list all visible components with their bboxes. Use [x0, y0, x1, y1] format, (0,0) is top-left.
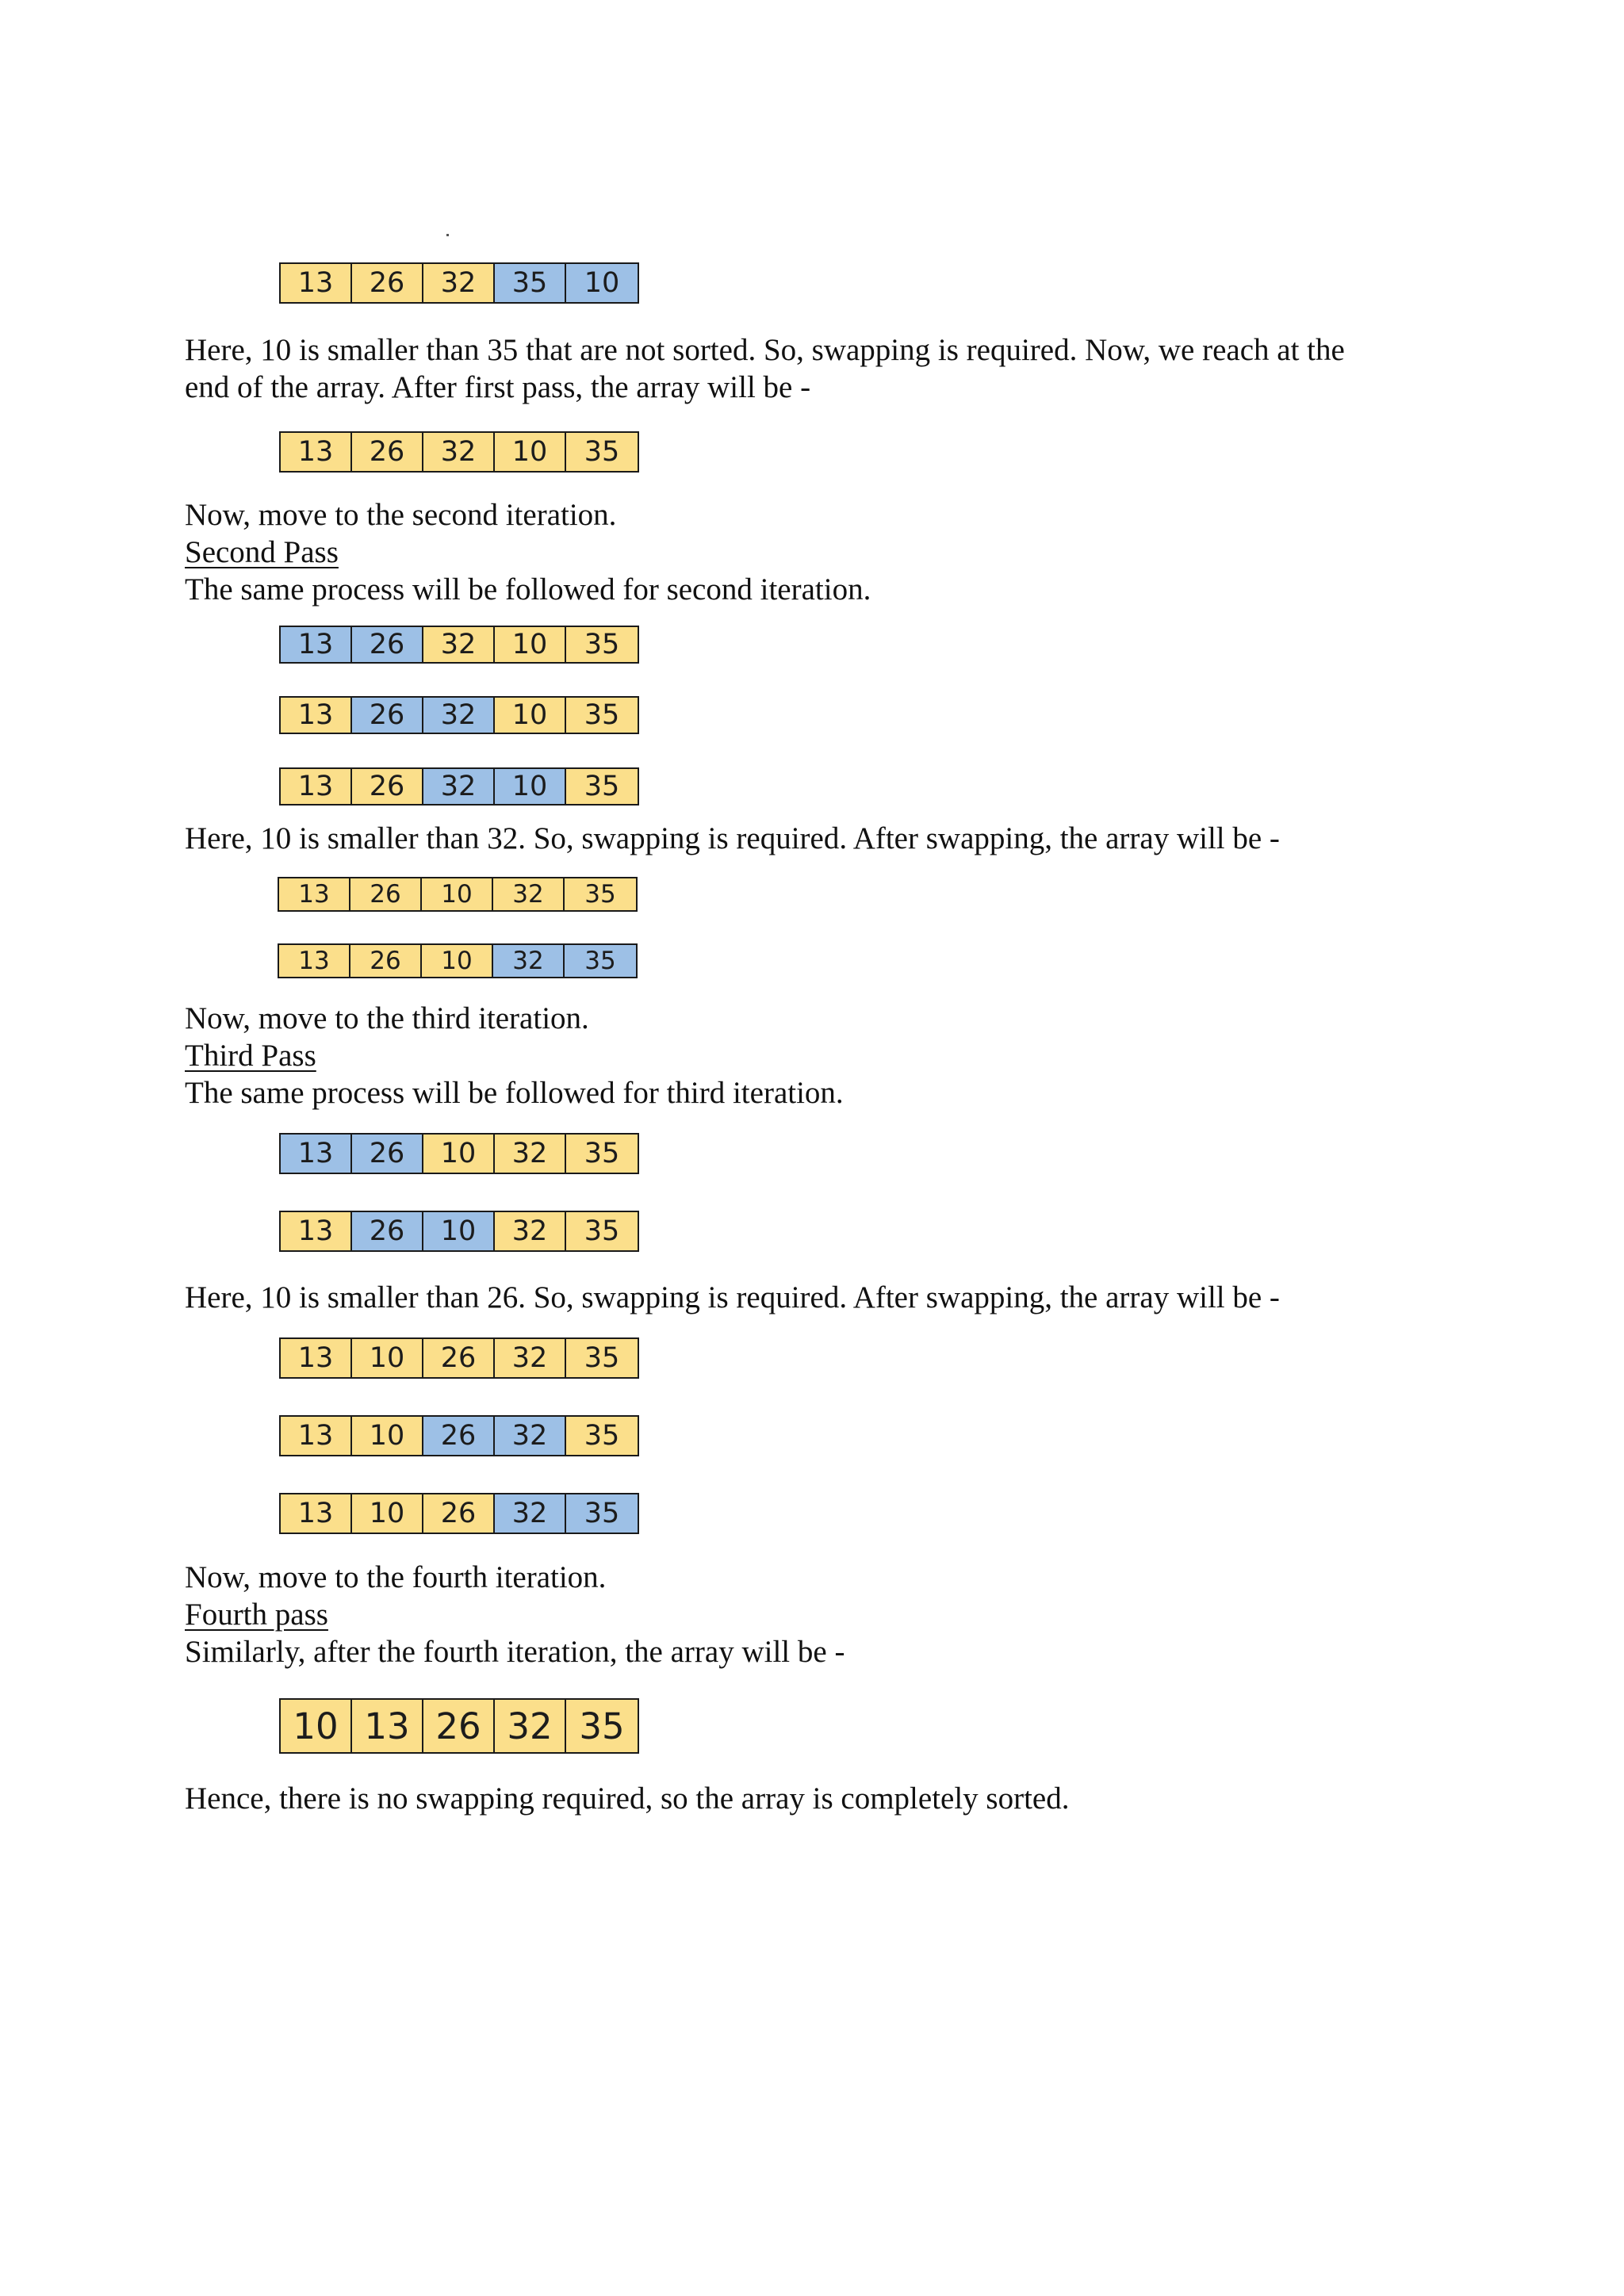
array-cell: 26 — [352, 433, 423, 471]
paragraph-line: Now, move to the fourth iteration. — [185, 1560, 607, 1594]
array-cell: 13 — [281, 1339, 352, 1377]
array-cell: 26 — [352, 1212, 423, 1250]
array-cell: 32 — [493, 945, 565, 977]
paragraph-line: Here, 10 is smaller than 35 that are not sorted. So, swapping is required. Now, we reach at the — [185, 333, 1345, 367]
array-cell: 13 — [281, 627, 352, 662]
array-cell: 32 — [423, 433, 495, 471]
array-cell: 13 — [281, 1494, 352, 1533]
section-heading: Fourth pass — [185, 1598, 328, 1632]
array-cell: 26 — [423, 1339, 495, 1377]
paragraph-line: Hence, there is no swapping required, so the array is completely sorted. — [185, 1781, 1070, 1816]
array-cell: 35 — [566, 698, 638, 733]
array-cell: 35 — [566, 1212, 638, 1250]
array-diagram — [279, 1211, 639, 1252]
array-cell: 32 — [495, 1494, 566, 1533]
array-cell: 13 — [281, 264, 352, 302]
paragraph-line: Here, 10 is smaller than 26. So, swapping is required. After swapping, the array will be - — [185, 1280, 1280, 1314]
section-heading: Second Pass — [185, 535, 339, 569]
array-cell: 32 — [423, 698, 495, 733]
array-cell: 10 — [423, 1135, 495, 1173]
array-diagram — [279, 1133, 639, 1174]
array-cell: 13 — [279, 945, 350, 977]
paragraph-line: Here, 10 is smaller than 32. So, swapping is required. After swapping, the array will be - — [185, 821, 1280, 855]
array-diagram — [279, 262, 639, 304]
array-diagram — [279, 1493, 639, 1534]
array-cell: 26 — [423, 1494, 495, 1533]
array-cell: 10 — [495, 433, 566, 471]
array-cell: 32 — [423, 769, 495, 804]
array-cell: 35 — [566, 1135, 638, 1173]
array-cell: 10 — [422, 878, 493, 910]
array-diagram — [278, 877, 638, 912]
array-cell: 10 — [566, 264, 638, 302]
array-diagram — [279, 626, 639, 664]
array-cell: 26 — [352, 698, 423, 733]
paragraph-line: Now, move to the third iteration. — [185, 1001, 589, 1035]
paragraph-line: end of the array. After first pass, the array will be - — [185, 370, 811, 404]
array-cell: 26 — [350, 945, 422, 977]
array-cell: 13 — [352, 1700, 423, 1752]
array-cell: 35 — [565, 878, 636, 910]
array-cell: 35 — [566, 433, 638, 471]
array-cell: 26 — [423, 1417, 495, 1455]
array-cell: 32 — [495, 1417, 566, 1455]
array-cell: 10 — [352, 1417, 423, 1455]
array-diagram — [279, 1698, 639, 1754]
array-cell: 26 — [352, 769, 423, 804]
array-cell: 13 — [281, 433, 352, 471]
array-cell: 10 — [495, 769, 566, 804]
array-cell: 26 — [350, 878, 422, 910]
array-cell: 35 — [566, 1700, 638, 1752]
array-cell: 13 — [281, 1135, 352, 1173]
array-cell: 35 — [566, 627, 638, 662]
array-diagram — [279, 1415, 639, 1456]
array-cell: 13 — [281, 1212, 352, 1250]
array-cell: 13 — [279, 878, 350, 910]
array-cell: 32 — [495, 1700, 566, 1752]
array-cell: 26 — [423, 1700, 495, 1752]
section-heading: Third Pass — [185, 1039, 316, 1073]
array-cell: 10 — [495, 627, 566, 662]
array-cell: 10 — [423, 1212, 495, 1250]
array-cell: 32 — [495, 1212, 566, 1250]
array-diagram — [279, 431, 639, 473]
array-cell: 10 — [352, 1494, 423, 1533]
array-cell: 32 — [495, 1135, 566, 1173]
array-cell: 10 — [495, 698, 566, 733]
array-cell: 26 — [352, 264, 423, 302]
array-diagram — [278, 943, 638, 978]
array-cell: 10 — [422, 945, 493, 977]
paragraph-line: Similarly, after the fourth iteration, the array will be - — [185, 1635, 845, 1669]
array-cell: 13 — [281, 698, 352, 733]
array-cell: 13 — [281, 1417, 352, 1455]
array-cell: 13 — [281, 769, 352, 804]
array-cell: 26 — [352, 1135, 423, 1173]
array-cell: 10 — [352, 1339, 423, 1377]
array-diagram — [279, 696, 639, 734]
paragraph-line: The same process will be followed for second iteration. — [185, 572, 871, 607]
array-diagram — [279, 1337, 639, 1379]
array-cell: 35 — [495, 264, 566, 302]
array-cell: 35 — [566, 1417, 638, 1455]
array-cell: 35 — [566, 1494, 638, 1533]
array-cell: 35 — [566, 1339, 638, 1377]
array-cell: 32 — [423, 627, 495, 662]
array-cell: 35 — [566, 769, 638, 804]
paragraph-line: The same process will be followed for third iteration. — [185, 1076, 844, 1110]
array-diagram — [279, 767, 639, 806]
array-cell: 32 — [493, 878, 565, 910]
array-cell: 35 — [565, 945, 636, 977]
array-cell: 10 — [281, 1700, 352, 1752]
array-cell: 26 — [352, 627, 423, 662]
paragraph-line: Now, move to the second iteration. — [185, 498, 617, 532]
array-cell: 32 — [423, 264, 495, 302]
array-cell: 32 — [495, 1339, 566, 1377]
stray-mark — [446, 234, 449, 236]
